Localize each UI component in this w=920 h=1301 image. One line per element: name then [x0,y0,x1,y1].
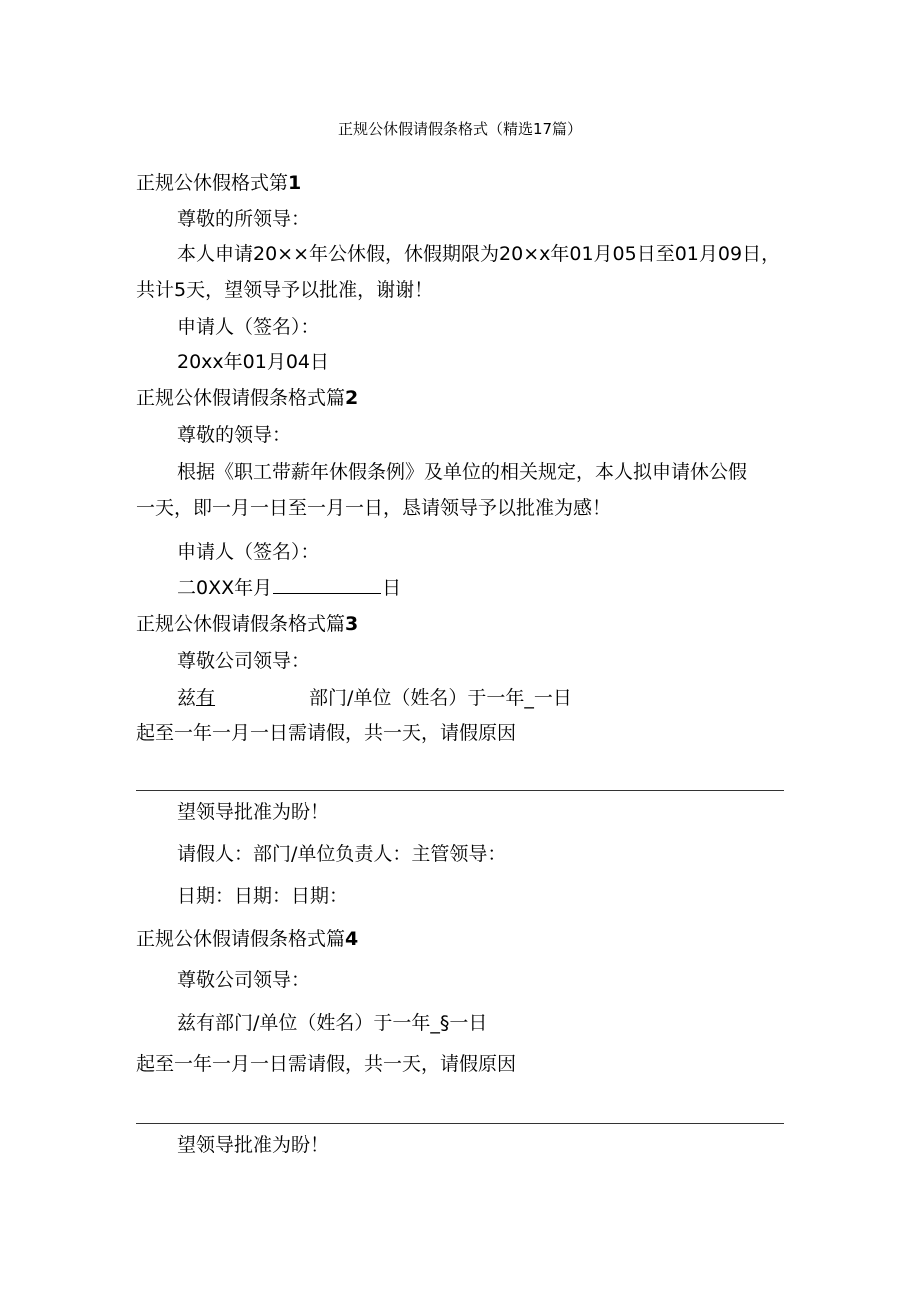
closing-line: 望领导批准为盼！ [177,801,330,823]
section-heading-number: 2 [345,387,359,409]
date-line [177,575,401,601]
body-line: 起至一年一月一日需请假，共一天，请假原因 [136,722,517,744]
body-line: 根据《职工带薪年休假条例》及单位的相关规定，本人拟申请休公假 [177,461,748,483]
signature-line: 请假人：部门/单位负责人：主管领导： [177,843,507,865]
section-heading-text: 正规公休假请假条格式篇 [136,613,346,635]
salutation: 尊敬的所领导： [177,208,311,230]
section-heading-number: 1 [288,172,302,194]
salutation: 尊敬公司领导： [177,969,311,991]
section-heading-2 [136,385,358,411]
date-line: 日期：日期：日期： [177,885,349,907]
section-heading-text: 正规公休假请假条格式篇 [136,928,346,950]
body-text: 兹 [177,687,197,709]
date-prefix: 二0XX年月 [177,577,273,599]
body-line: 起至一年一月一日需请假，共一天，请假原因 [136,1053,517,1075]
date-blank [273,575,381,594]
section-heading-number: 3 [345,613,359,635]
section-heading-number: 4 [345,928,359,950]
section-heading-text: 正规公休假请假条格式篇 [136,387,346,409]
body-line [177,685,572,711]
closing-line: 望领导批准为盼！ [177,1134,330,1156]
section-heading-text: 正规公休假格式第 [136,172,289,194]
section-heading-3 [136,611,358,637]
body-line: 一天，即一月一日至一月一日，恳请领导予以批准为感！ [136,497,612,519]
underlined-text: 有 [196,687,216,709]
horizontal-rule [136,790,784,791]
salutation: 尊敬公司领导： [177,650,311,672]
salutation: 尊敬的领导： [177,424,292,446]
section-heading-4 [136,926,358,952]
signature-label: 申请人（签名）： [177,316,320,338]
date-suffix: 日 [382,577,402,599]
document-title: 正规公休假请假条格式（精选17篇） [337,120,583,138]
date-line: 20xx年01月04日 [177,351,330,373]
horizontal-rule [136,1123,784,1124]
section-heading-1 [136,170,301,196]
body-line: 本人申请20××年公休假，休假期限为20×x年01月05日至01月09日， [177,243,781,265]
body-line: 共计5天，望领导予以批准，谢谢！ [136,279,434,301]
body-line: 兹有部门/单位（姓名）于一年_§一日 [177,1012,488,1034]
signature-label: 申请人（签名）： [177,541,320,563]
body-text: 部门/单位（姓名）于一年_一日 [309,687,572,709]
